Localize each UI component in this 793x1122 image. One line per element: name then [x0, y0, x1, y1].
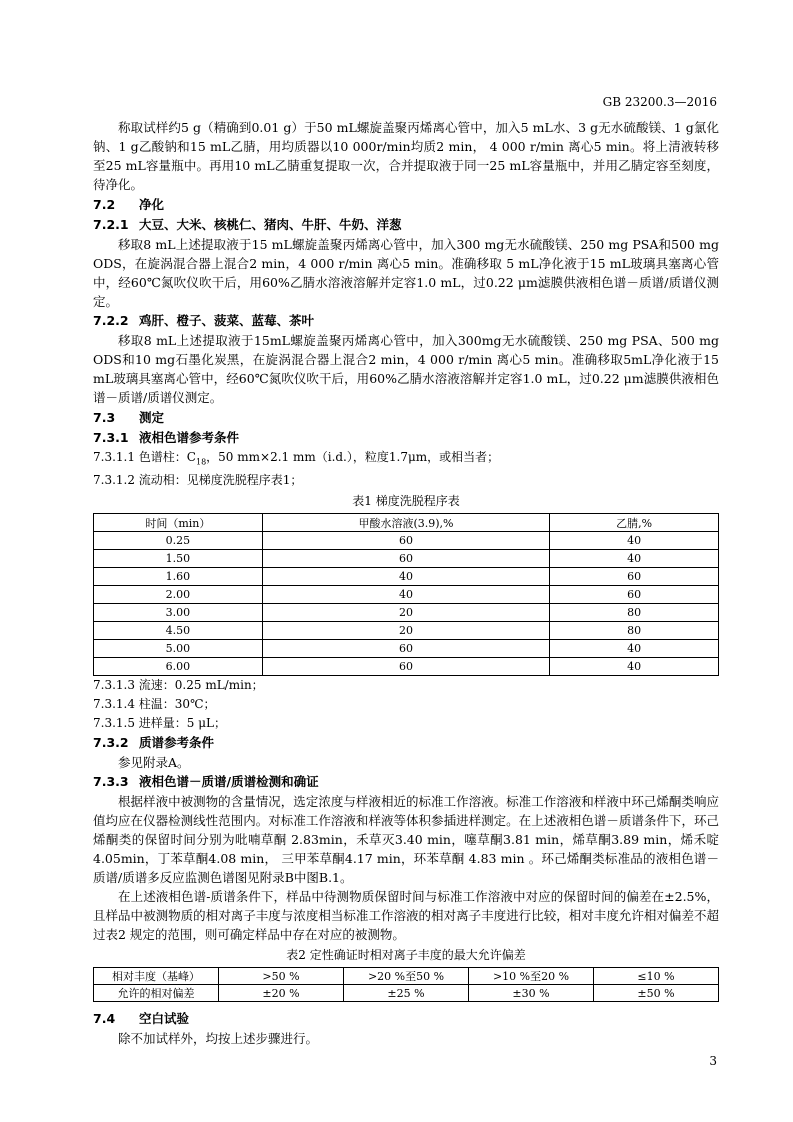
section-number: 7.3 — [93, 410, 116, 425]
mobile-phase-item: 7.3.1.2 流动相：见梯度洗脱程序表1； — [93, 473, 303, 488]
section-number: 7.3.3 — [93, 774, 129, 790]
section-title: 空白试验 — [139, 1011, 190, 1027]
table-header-row — [94, 514, 719, 532]
section-7-2-heading — [93, 194, 719, 215]
gradient-table — [93, 513, 719, 676]
table-row: 1.60 40 60 — [94, 568, 719, 586]
section-7-3-2-text: 参见附录A。 — [118, 755, 190, 771]
flow-rate-item: 7.3.1.3 流速：0.25 mL/min； — [93, 678, 264, 693]
section-title: 大豆、大米、核桃仁、猪肉、牛肝、牛奶、洋葱 — [139, 217, 402, 232]
section-7-4-heading — [93, 1008, 719, 1029]
section-number: 7.4 — [93, 1011, 116, 1027]
column-header-acetonitrile: 乙腈,% — [550, 514, 719, 532]
section-number: 7.2.2 — [93, 313, 129, 328]
section-7-3-2-heading — [93, 733, 719, 753]
table2-caption: 表2 定性确证时相对离子丰度的最大允许偏差 — [286, 948, 526, 963]
section-7-3-3-paragraph-1: 根据样液中被测物的含量情况，选定浓度与样液相近的标准工作溶液。标准工作溶液和样液中环己烯酮类响应值均应在仪器检测线性范围内。对标准工作溶液和样液等体积参插进样测定。在上述液相色谱－质谱条件下，环己烯酮类的保留时间分别为吡喃草酮 2.83min，禾草灭3.40 min，噻草酮3.81 min，烯草酮3.89 min，烯禾啶4.05min，丁苯草酮4.08 min， 三甲苯草酮4.17 min，环苯草酮 4.83 min 。环己烯酮类标准品的液相色谱－质谱/质谱多反应监测色谱图见附录B中图B.1。 — [93, 794, 719, 886]
section-7-2-2-text: 移取8 mL上述提取液于15mL螺旋盖聚丙烯离心管中，加入300mg无水硫酸镁、250 mg PSA、500 mg ODS和10 mg石墨化炭黑，在旋涡混合器上混合2 min，4 000 r/min 离心5 min。准确移取5mL净化液于15 mL玻璃具塞离心管中，经60℃氮吹仪吹干后，用60%乙腈水溶液溶解并定容1.0 mL，过0.22 μm滤膜供液相色谱－质谱/质谱仪测定。 — [93, 333, 719, 405]
section-title: 鸡肝、橙子、菠菜、蓝莓、茶叶 — [139, 313, 315, 328]
section-title: 净化 — [139, 197, 165, 212]
section-title: 测定 — [139, 410, 165, 425]
section-7-3-3-heading — [93, 772, 719, 792]
table-row: 1.50 60 40 — [94, 550, 719, 568]
section-7-2-2-heading — [93, 311, 719, 331]
column-item: 7.3.1.1 色谱柱：$C_{18}$，50 mm×2.1 mm（i.d.），粒度1.7μm，或相当者； — [93, 450, 500, 467]
section-title: 液相色谱参考条件 — [139, 430, 240, 445]
section-title: 液相色谱－质谱/质谱检测和确证 — [139, 774, 319, 790]
section-7-3-1-heading — [93, 428, 719, 448]
section-7-4-text: 除不加试样外，均按上述步骤进行。 — [118, 1031, 319, 1047]
table-row: 3.00 20 80 — [94, 604, 719, 622]
page-content — [93, 118, 719, 1048]
standard-code: GB 23200.3—2016 — [602, 95, 717, 109]
page-number: 3 — [709, 1054, 717, 1068]
section-7-3-3-paragraph-2: 在上述液相色谱-质谱条件下，样品中待测物质保留时间与标准工作溶液中对应的保留时间的偏差在±2.5%，且样品中被测物质的相对离子丰度与浓度相当标准工作溶液的相对离子丰度进行比较，相对丰度允许相对偏差不超过表2 规定的范围，则可确定样品中存在对应的被测物。 — [93, 889, 719, 943]
table-row: 0.25 60 40 — [94, 532, 719, 550]
injection-volume-item: 7.3.1.5 进样量：5 μL； — [93, 716, 227, 731]
section-7-2-1-text: 移取8 mL上述提取液于15 mL螺旋盖聚丙烯离心管中，加入300 mg无水硫酸镁、250 mg PSA和500 mg ODS，在旋涡混合器上混合2 min，4 000 r/min 离心5 min。准确移取 5 mL净化液于15 mL玻璃具塞离心管中，经60℃氮吹仪吹干后，用60%乙腈水溶液溶解并定容1.0 mL，过0.22 μm滤膜供液相色谱－质谱/质谱仪测定。 — [93, 237, 719, 309]
section-number: 7.2 — [93, 197, 116, 212]
table-row: 相对丰度（基峰） >50 % >20 %至50 % >10 %至20 % ≤10 % — [94, 968, 719, 985]
section-number: 7.3.2 — [93, 735, 129, 751]
section-number: 7.3.1 — [93, 430, 129, 445]
section-7-3-heading — [93, 407, 719, 428]
table-row: 4.50 20 80 — [94, 622, 719, 640]
table-row: 5.00 60 40 — [94, 640, 719, 658]
extraction-paragraph: 称取试样约5 g（精确到0.01 g）于50 mL螺旋盖聚丙烯离心管中，加入5 mL水、3 g无水硫酸镁、1 g氯化钠、1 g乙酸钠和15 mL乙腈，用均质器以10 000r/min均质2 min， 4 000 r/min 离心5 min。将上清液转移至25 mL容量瓶中。再用10 mL乙腈重复提取一次，合并提取液于同一25 mL容量瓶中，并用乙腈定容至刻度，待净化。 — [93, 120, 719, 192]
column-header-formic: 甲酸水溶液(3.9),% — [262, 514, 550, 532]
table1-caption: 表1 梯度洗脱程序表 — [352, 494, 460, 509]
section-7-2-1-heading — [93, 215, 719, 235]
column-temp-item: 7.3.1.4 柱温：30℃； — [93, 697, 216, 712]
section-title: 质谱参考条件 — [139, 735, 215, 751]
table-row: 允许的相对偏差 ±20 % ±25 % ±30 % ±50 % — [94, 985, 719, 1002]
section-number: 7.2.1 — [93, 217, 129, 232]
deviation-table — [93, 967, 719, 1002]
table-row: 2.00 40 60 — [94, 586, 719, 604]
column-header-time: 时间（min） — [94, 514, 263, 532]
table-row: 6.00 60 40 — [94, 658, 719, 676]
